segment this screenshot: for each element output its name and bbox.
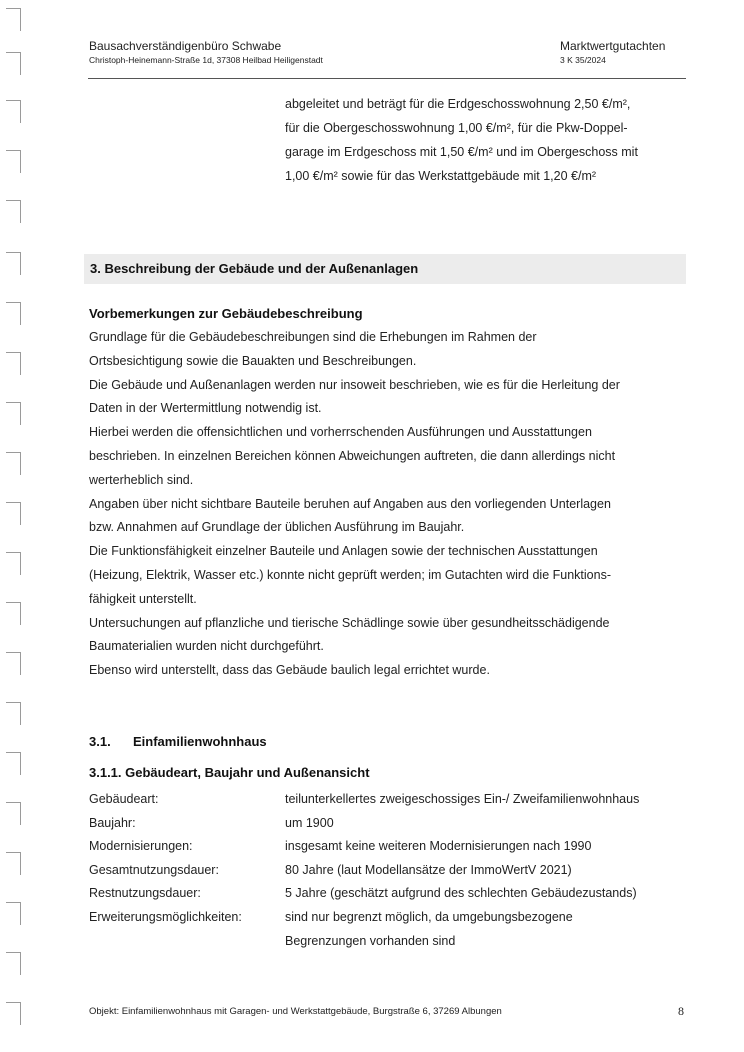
fact-value: 80 Jahre (laut Modellansätze der ImmoWertV 2021) <box>285 862 572 877</box>
fact-row <box>89 835 689 859</box>
fact-row <box>89 788 689 812</box>
text-line: (Heizung, Elektrik, Wasser etc.) konnte nicht geprüft werden; im Gutachten wird die Funktions- <box>89 567 611 582</box>
footer-object: Objekt: Einfamilienwohnhaus mit Garagen- und Werkstattgebäude, Burgstraße 6, 37269 Albungen <box>89 1006 502 1017</box>
text-line: Grundlage für die Gebäudebeschreibungen sind die Erhebungen im Rahmen der <box>89 330 537 344</box>
binding-mark <box>6 752 21 775</box>
text-line: fähigkeit unterstellt. <box>89 591 197 606</box>
fact-label: Gesamtnutzungsdauer: <box>89 862 219 877</box>
binding-mark <box>6 200 21 223</box>
fact-label <box>89 930 285 954</box>
section-3-heading: 3. Beschreibung der Gebäude und der Außenanlagen <box>90 261 419 276</box>
binding-mark <box>6 352 21 375</box>
fact-label: Gebäudeart: <box>89 792 159 806</box>
binding-mark <box>6 952 21 975</box>
binding-mark <box>6 302 21 325</box>
fact-label: Restnutzungsdauer: <box>89 886 201 901</box>
text-line: bzw. Annahmen auf Grundlage der üblichen Ausführung im Baujahr. <box>89 520 465 535</box>
header-document <box>560 39 665 66</box>
section-3-1-1-heading: 3.1.1. Gebäudeart, Baujahr und Außenansicht <box>89 765 370 780</box>
fact-value: teilunterkellertes zweigeschossiges Ein-/ Zweifamilienwohnhaus <box>285 792 640 806</box>
text-line: Daten in der Wertermittlung notwendig ist. <box>89 401 322 416</box>
preliminary-paragraph <box>89 326 689 683</box>
binding-mark <box>6 402 21 425</box>
case-number: 3 K 35/2024 <box>560 55 606 65</box>
text-line: abgeleitet und beträgt für die Erdgeschosswohnung 2,50 €/m², <box>285 97 631 111</box>
text-line: für die Obergeschosswohnung 1,00 €/m², für die Pkw-Doppel- <box>285 121 628 135</box>
fact-row <box>89 906 689 930</box>
preliminary-heading: Vorbemerkungen zur Gebäudebeschreibung <box>89 306 363 321</box>
binding-mark <box>6 852 21 875</box>
text-line: beschrieben. In einzelnen Bereichen können Abweichungen auftreten, die dann allerdings nicht <box>89 448 616 463</box>
fact-label: Modernisierungen: <box>89 839 193 854</box>
text-line: Untersuchungen auf pflanzliche und tierische Schädlinge sowie über gesundheitsschädigende <box>89 615 610 630</box>
section-number: 3.1. <box>89 734 111 749</box>
fact-row <box>89 812 689 836</box>
fact-label: Baujahr: <box>89 815 136 830</box>
section-title: Einfamilienwohnhaus <box>133 734 267 749</box>
text-line: werterheblich sind. <box>89 472 194 487</box>
fact-value: um 1900 <box>285 815 334 830</box>
binding-mark <box>6 52 21 75</box>
text-line: Ebenso wird unterstellt, dass das Gebäude baulich legal errichtet wurde. <box>89 663 490 678</box>
binding-mark <box>6 452 21 475</box>
fact-row <box>89 859 689 883</box>
binding-mark <box>6 552 21 575</box>
office-name: Bausachverständigenbüro Schwabe <box>89 39 282 53</box>
header-office <box>89 39 323 66</box>
text-line: garage im Erdgeschoss mit 1,50 €/m² und im Obergeschoss mit <box>285 145 638 159</box>
binding-mark <box>6 902 21 925</box>
binding-marks <box>0 0 30 1052</box>
fact-row <box>89 882 689 906</box>
header-divider <box>88 78 686 79</box>
fact-value: sind nur begrenzt möglich, da umgebungsbezogene <box>285 909 573 924</box>
binding-mark <box>6 1002 21 1025</box>
binding-mark <box>6 8 21 31</box>
fact-row <box>89 930 689 954</box>
text-line: Hierbei werden die offensichtlichen und vorherrschenden Ausführungen und Ausstattungen <box>89 425 592 440</box>
office-address: Christoph-Heinemann-Straße 1d, 37308 Heilbad Heiligenstadt <box>89 55 323 65</box>
continuation-paragraph <box>285 92 685 188</box>
binding-mark <box>6 602 21 625</box>
binding-mark <box>6 150 21 173</box>
binding-mark <box>6 502 21 525</box>
text-line: 1,00 €/m² sowie für das Werkstattgebäude mit 1,20 €/m² <box>285 169 597 183</box>
binding-mark <box>6 702 21 725</box>
binding-mark <box>6 252 21 275</box>
page-number: 8 <box>678 1004 684 1018</box>
text-line: Angaben über nicht sichtbare Bauteile beruhen auf Angaben aus den vorliegenden Unterlagen <box>89 496 611 511</box>
binding-mark <box>6 652 21 675</box>
text-line: Die Funktionsfähigkeit einzelner Bauteile und Anlagen sowie der technischen Ausstattungen <box>89 544 598 559</box>
facts-list <box>89 788 689 953</box>
document-title: Marktwertgutachten <box>560 39 666 53</box>
text-line: Baumaterialien wurden nicht durchgeführt. <box>89 639 324 654</box>
text-line: Ortsbesichtigung sowie die Bauakten und Beschreibungen. <box>89 353 417 368</box>
fact-value: insgesamt keine weiteren Modernisierungen nach 1990 <box>285 839 592 854</box>
binding-mark <box>6 100 21 123</box>
fact-label: Erweiterungsmöglichkeiten: <box>89 909 242 924</box>
section-3-1-heading <box>89 734 267 749</box>
binding-mark <box>6 802 21 825</box>
fact-value: 5 Jahre (geschätzt aufgrund des schlechten Gebäudezustands) <box>285 886 637 901</box>
fact-value: Begrenzungen vorhanden sind <box>285 933 456 948</box>
text-line: Die Gebäude und Außenanlagen werden nur insoweit beschrieben, wie es für die Herleitung der <box>89 377 620 392</box>
